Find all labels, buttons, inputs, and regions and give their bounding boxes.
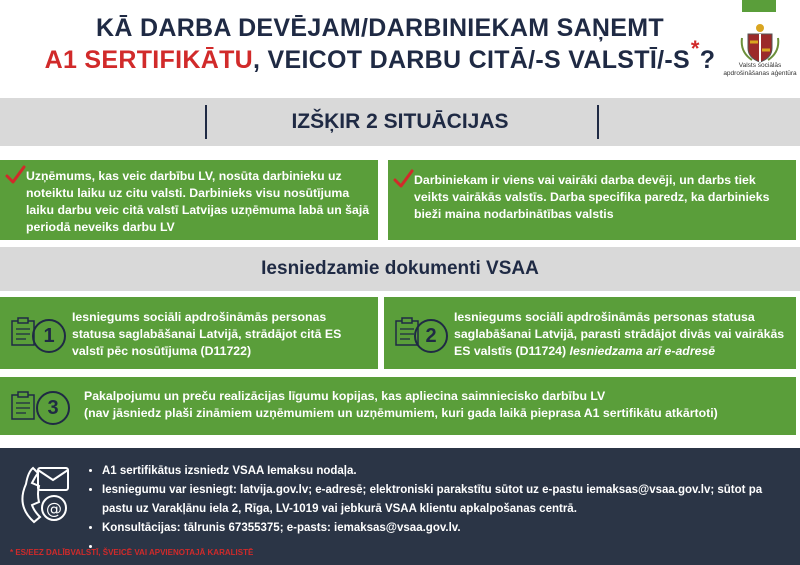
- footnote: * ES/EEZ DALĪBVALSTĪ, ŠVEICĒ VAI APVIENOTAJĀ KARALISTĒ: [10, 548, 254, 557]
- logo-caption: Valsts sociālās apdrošināšanas aģentūra: [723, 62, 797, 77]
- situations-heading: IZŠĶIR 2 SITUĀCIJAS: [291, 110, 509, 133]
- contact-item: • Konsultācijas: tālrunis 67355375; e-pasts: iemaksas@vsaa.gov.lv.: [102, 519, 792, 538]
- contact-icon: [16, 464, 72, 532]
- document-number-2: 2: [414, 319, 448, 353]
- contact-list: [86, 462, 792, 557]
- document-text-1: Iesniegums sociāli apdrošināmās personas statusa saglabāšanai Latvijā, strādājot citā ES valstī pēc nosūtījuma (D11722): [72, 310, 342, 358]
- page-title-line1: KĀ DARBA DEVĒJAM/DARBINIEKAM SAŅEMT: [96, 14, 664, 42]
- title-highlight: A1 SERTIFIKĀTU: [44, 46, 253, 74]
- clipboard-icon: [10, 391, 36, 421]
- title-question-mark: ?: [699, 46, 716, 74]
- document-text-3-note: (nav jāsniedz plaši zināmiem uzņēmumiem un uzņēmumiem, kuri gada laikā pieprasa A1 sertifikātu atkārtoti): [84, 406, 718, 420]
- page-title-line2: [40, 36, 720, 75]
- document-text-2-main: Iesniegums sociāli apdrošināmās personas statusa saglabāšanai Latvijā, parasti strādājot divās vai vairākās ES valstīs (D11724): [454, 310, 785, 358]
- contact-item: • A1 sertifikātus izsniedz VSAA Iemaksu nodaļa.: [102, 462, 792, 481]
- documents-heading-band: [0, 247, 800, 291]
- situation-card-2: [388, 160, 796, 240]
- logo-accent-bar: [742, 0, 776, 12]
- situation-card-1: [0, 160, 378, 240]
- document-number-3: 3: [36, 391, 70, 425]
- document-card-3: [0, 377, 796, 435]
- situations-heading-band: [0, 98, 800, 146]
- document-text-2-note: Iesniedzama arī e-adresē: [566, 344, 716, 358]
- document-card-1: [0, 297, 378, 369]
- checkmark-icon: [392, 168, 414, 190]
- document-number-1: 1: [32, 319, 66, 353]
- document-text-3-main: Pakalpojumu un preču realizācijas līgumu kopijas, kas apliecina saimniecisko darbību LV: [84, 389, 606, 403]
- document-text-2: [454, 309, 789, 360]
- title-footnote-star: *: [690, 36, 700, 61]
- situation-text-2: Darbiniekam ir viens vai vairāki darba devēji, un darbs tiek veikts vairākās valstīs. Darba specifika paredz, ka darbinieks bieži maina nodarbinātības valstis: [414, 173, 770, 221]
- situation-text-1: Uzņēmums, kas veic darbību LV, nosūta darbinieku uz noteiktu laiku uz citu valsti. Darbinieks visu nosūtījuma laiku darbu veic citā valstī Latvijas uzņēmuma labā un šajā periodā neveiks darbu LV: [26, 169, 370, 234]
- document-card-2: [384, 297, 796, 369]
- document-text-3: [84, 388, 784, 422]
- contact-item: • Iesniegumu var iesniegt: latvija.gov.lv; e-adresē; elektroniski parakstītu sūtot uz e-pastu iemaksas@vsaa.gov.lv; sūtot pa pastu uz Varakļānu iela 2, Rīga, LV-1019 vai jebkurā VSAA klientu apkalpošanas centrā.: [102, 481, 792, 519]
- coat-of-arms-icon: [738, 22, 782, 66]
- title-rest: , VEICOT DARBU CITĀ/-S VALSTĪ/-S: [253, 46, 690, 74]
- checkmark-icon: [4, 164, 26, 186]
- svg-text:@: @: [46, 499, 62, 518]
- documents-heading: Iesniedzamie dokumenti VSAA: [261, 258, 539, 279]
